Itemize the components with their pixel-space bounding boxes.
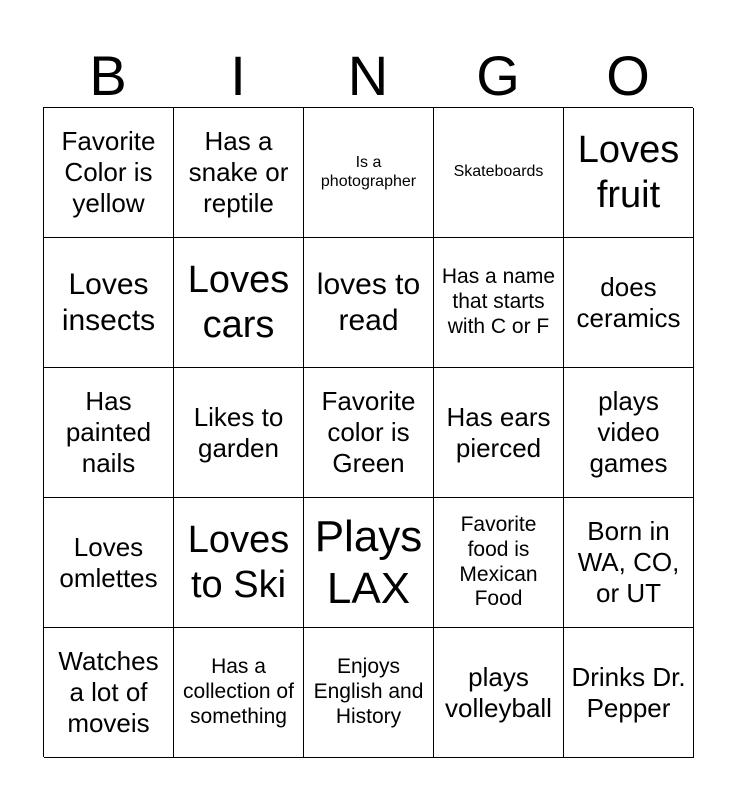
cell-text: Favorite color is Green (321, 386, 416, 478)
bingo-cell[interactable] (304, 238, 434, 368)
cell-text: Loves fruit (577, 128, 680, 216)
bingo-cell[interactable] (304, 498, 434, 628)
header-letter-o: O (606, 44, 650, 107)
cell-text: Has ears pierced (446, 401, 551, 463)
cell-text: Has painted nails (65, 386, 152, 478)
cell-text: Likes to garden (193, 401, 284, 463)
bingo-header (43, 42, 693, 108)
cell-text: Loves to Ski (187, 518, 290, 606)
bingo-cell[interactable] (564, 628, 694, 758)
cell-text: Born in WA, CO, or UT (577, 516, 680, 608)
cell-text: Has a snake or reptile (188, 126, 289, 218)
bingo-cell[interactable] (174, 108, 304, 238)
bingo-cell[interactable] (304, 368, 434, 498)
cell-text: Skateboards (453, 163, 544, 181)
bingo-cell[interactable] (44, 238, 174, 368)
bingo-cell[interactable] (564, 498, 694, 628)
header-letter-g: G (476, 44, 520, 107)
header-letter-i: I (230, 44, 246, 107)
cell-text: plays video games (589, 386, 668, 478)
bingo-cell[interactable] (434, 628, 564, 758)
cell-text: Favorite Color is yellow (61, 126, 156, 218)
header-letter-n: N (347, 44, 389, 107)
cell-text: plays volleyball (445, 661, 552, 723)
bingo-cell[interactable] (44, 368, 174, 498)
cell-text: Favorite food is Mexican Food (459, 512, 538, 611)
header-letter-b: B (89, 44, 127, 107)
bingo-cell[interactable] (174, 238, 304, 368)
cell-text: Loves cars (187, 258, 290, 346)
bingo-cell[interactable] (434, 108, 564, 238)
bingo-cell[interactable] (44, 498, 174, 628)
cell-text: Drinks Dr. Pepper (571, 661, 686, 723)
cell-text: does ceramics (576, 271, 681, 333)
bingo-cell[interactable] (434, 498, 564, 628)
bingo-cell[interactable] (44, 628, 174, 758)
bingo-cell[interactable] (434, 368, 564, 498)
bingo-board (43, 107, 693, 757)
bingo-cell[interactable] (174, 368, 304, 498)
cell-text: loves to read (316, 268, 421, 337)
cell-text: Plays LAX (314, 511, 423, 613)
bingo-cell[interactable] (304, 108, 434, 238)
cell-text: Has a collection of something (183, 655, 294, 728)
cell-text: Has a name that starts with C or F (441, 265, 556, 338)
bingo-cell[interactable] (174, 628, 304, 758)
bingo-cell[interactable] (564, 368, 694, 498)
bingo-cell[interactable] (304, 628, 434, 758)
cell-text: Watches a lot of moveis (58, 646, 159, 738)
cell-text: Loves insects (61, 268, 156, 337)
bingo-cell[interactable] (434, 238, 564, 368)
bingo-cell[interactable] (44, 108, 174, 238)
bingo-cell[interactable] (174, 498, 304, 628)
bingo-cell[interactable] (564, 238, 694, 368)
cell-text: Loves omlettes (59, 531, 158, 593)
bingo-cell[interactable] (564, 108, 694, 238)
cell-text: Is a photographer (320, 153, 417, 190)
cell-text: Enjoys English and History (313, 655, 424, 728)
